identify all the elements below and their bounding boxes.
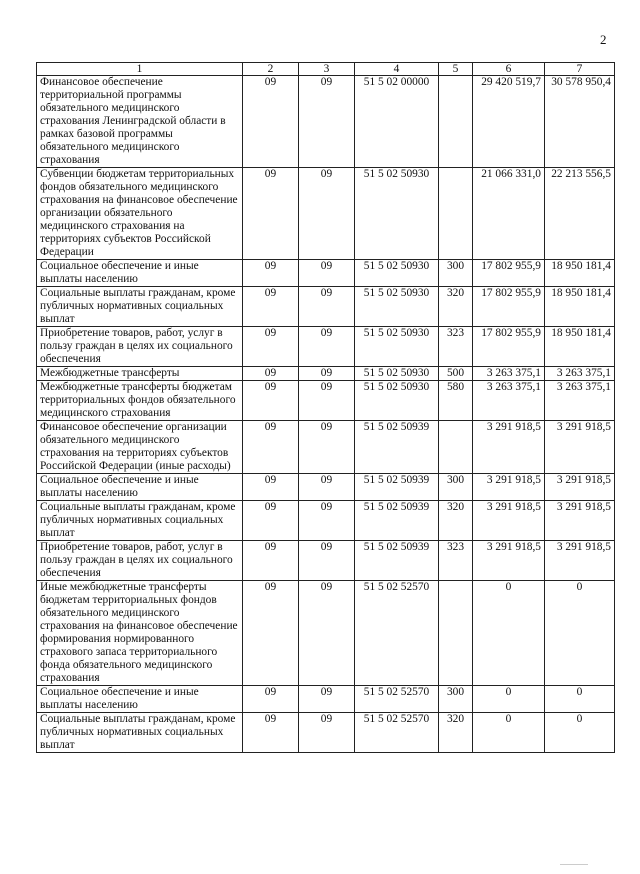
expense-type-cell: 320	[439, 713, 473, 753]
expense-type-cell	[439, 421, 473, 474]
column-header: 3	[299, 63, 355, 76]
budget-table	[36, 62, 615, 753]
target-article-cell: 51 5 02 50930	[355, 260, 439, 287]
section-code-cell: 09	[243, 168, 299, 260]
subsection-code-cell: 09	[299, 501, 355, 541]
section-code-cell: 09	[243, 287, 299, 327]
column-header: 6	[473, 63, 545, 76]
subsection-code-cell: 09	[299, 327, 355, 367]
target-article-cell: 51 5 02 00000	[355, 76, 439, 168]
section-code-cell: 09	[243, 367, 299, 381]
column-header: 7	[545, 63, 615, 76]
expense-type-cell	[439, 76, 473, 168]
target-article-cell: 51 5 02 52570	[355, 581, 439, 686]
target-article-cell: 51 5 02 50930	[355, 168, 439, 260]
row-name-cell: Социальные выплаты гражданам, кроме публичных нормативных социальных выплат	[37, 501, 243, 541]
row-name-cell: Социальное обеспечение и иные выплаты населению	[37, 474, 243, 501]
target-article-cell: 51 5 02 50930	[355, 381, 439, 421]
amount-year2-cell: 3 291 918,5	[545, 421, 615, 474]
amount-year2-cell: 18 950 181,4	[545, 327, 615, 367]
target-article-cell: 51 5 02 50930	[355, 327, 439, 367]
target-article-cell: 51 5 02 50939	[355, 541, 439, 581]
subsection-code-cell: 09	[299, 541, 355, 581]
section-code-cell: 09	[243, 76, 299, 168]
amount-year1-cell: 17 802 955,9	[473, 327, 545, 367]
expense-type-cell: 300	[439, 260, 473, 287]
subsection-code-cell: 09	[299, 421, 355, 474]
section-code-cell: 09	[243, 381, 299, 421]
subsection-code-cell: 09	[299, 168, 355, 260]
row-name-cell: Межбюджетные трансферты бюджетам территориальных фондов обязательного медицинского страхования	[37, 381, 243, 421]
table-row	[37, 168, 615, 260]
expense-type-cell: 320	[439, 501, 473, 541]
amount-year2-cell: 0	[545, 581, 615, 686]
target-article-cell: 51 5 02 50939	[355, 474, 439, 501]
amount-year1-cell: 0	[473, 713, 545, 753]
table-row	[37, 76, 615, 168]
column-header: 1	[37, 63, 243, 76]
expense-type-cell: 300	[439, 474, 473, 501]
expense-type-cell: 300	[439, 686, 473, 713]
row-name-cell: Социальное обеспечение и иные выплаты населению	[37, 260, 243, 287]
section-code-cell: 09	[243, 541, 299, 581]
table-row	[37, 474, 615, 501]
section-code-cell: 09	[243, 501, 299, 541]
column-header: 2	[243, 63, 299, 76]
amount-year2-cell: 3 263 375,1	[545, 381, 615, 421]
table-row	[37, 686, 615, 713]
table-row	[37, 327, 615, 367]
expense-type-cell	[439, 581, 473, 686]
target-article-cell: 51 5 02 50939	[355, 501, 439, 541]
subsection-code-cell: 09	[299, 474, 355, 501]
table-row	[37, 501, 615, 541]
table-row	[37, 713, 615, 753]
section-code-cell: 09	[243, 327, 299, 367]
table-row	[37, 421, 615, 474]
row-name-cell: Финансовое обеспечение организации обязательного медицинского страхования на территориях субъектов Российской Федерации (иные расходы)	[37, 421, 243, 474]
subsection-code-cell: 09	[299, 287, 355, 327]
row-name-cell: Межбюджетные трансферты	[37, 367, 243, 381]
section-code-cell: 09	[243, 581, 299, 686]
expense-type-cell: 500	[439, 367, 473, 381]
amount-year1-cell: 3 291 918,5	[473, 421, 545, 474]
amount-year2-cell: 3 291 918,5	[545, 501, 615, 541]
row-name-cell: Финансовое обеспечение территориальной программы обязательного медицинского страхования Ленинградской области в рамках базовой программы обязательного медицинского страхования	[37, 76, 243, 168]
subsection-code-cell: 09	[299, 260, 355, 287]
table-row	[37, 367, 615, 381]
target-article-cell: 51 5 02 50930	[355, 287, 439, 327]
amount-year1-cell: 21 066 331,0	[473, 168, 545, 260]
page-number: 2	[600, 32, 607, 47]
table-row	[37, 287, 615, 327]
amount-year1-cell: 29 420 519,7	[473, 76, 545, 168]
row-name-cell: Приобретение товаров, работ, услуг в пользу граждан в целях их социального обеспечения	[37, 327, 243, 367]
amount-year2-cell: 30 578 950,4	[545, 76, 615, 168]
amount-year1-cell: 17 802 955,9	[473, 260, 545, 287]
row-name-cell: Социальные выплаты гражданам, кроме публичных нормативных социальных выплат	[37, 287, 243, 327]
target-article-cell: 51 5 02 52570	[355, 686, 439, 713]
section-code-cell: 09	[243, 686, 299, 713]
amount-year2-cell: 18 950 181,4	[545, 260, 615, 287]
table-row	[37, 541, 615, 581]
section-code-cell: 09	[243, 713, 299, 753]
subsection-code-cell: 09	[299, 381, 355, 421]
table-row	[37, 260, 615, 287]
row-name-cell: Иные межбюджетные трансферты бюджетам территориальных фондов обязательного медицинского страхования на финансовое обеспечение формирования нормированного страхового запаса территориального фонда обязательного медицинского страхования	[37, 581, 243, 686]
target-article-cell: 51 5 02 50939	[355, 421, 439, 474]
amount-year1-cell: 3 263 375,1	[473, 367, 545, 381]
expense-type-cell: 320	[439, 287, 473, 327]
amount-year1-cell: 3 263 375,1	[473, 381, 545, 421]
subsection-code-cell: 09	[299, 713, 355, 753]
section-code-cell: 09	[243, 421, 299, 474]
expense-type-cell	[439, 168, 473, 260]
section-code-cell: 09	[243, 474, 299, 501]
row-name-cell: Социальное обеспечение и иные выплаты населению	[37, 686, 243, 713]
amount-year1-cell: 0	[473, 686, 545, 713]
row-name-cell: Социальные выплаты гражданам, кроме публичных нормативных социальных выплат	[37, 713, 243, 753]
amount-year1-cell: 3 291 918,5	[473, 501, 545, 541]
amount-year2-cell: 0	[545, 713, 615, 753]
expense-type-cell: 580	[439, 381, 473, 421]
amount-year1-cell: 3 291 918,5	[473, 474, 545, 501]
row-name-cell: Приобретение товаров, работ, услуг в пользу граждан в целях их социального обеспечения	[37, 541, 243, 581]
subsection-code-cell: 09	[299, 581, 355, 686]
amount-year1-cell: 17 802 955,9	[473, 287, 545, 327]
scan-mark	[560, 864, 588, 865]
target-article-cell: 51 5 02 50930	[355, 367, 439, 381]
subsection-code-cell: 09	[299, 686, 355, 713]
column-header: 4	[355, 63, 439, 76]
target-article-cell: 51 5 02 52570	[355, 713, 439, 753]
table-row	[37, 581, 615, 686]
expense-type-cell: 323	[439, 327, 473, 367]
table-header-row	[37, 63, 615, 76]
amount-year1-cell: 0	[473, 581, 545, 686]
amount-year2-cell: 18 950 181,4	[545, 287, 615, 327]
table-row	[37, 381, 615, 421]
column-header: 5	[439, 63, 473, 76]
row-name-cell: Субвенции бюджетам территориальных фондов обязательного медицинского страхования на финансовое обеспечение организации обязательного медицинского страхования на территориях субъектов Российской Федерации	[37, 168, 243, 260]
subsection-code-cell: 09	[299, 367, 355, 381]
amount-year1-cell: 3 291 918,5	[473, 541, 545, 581]
amount-year2-cell: 3 291 918,5	[545, 474, 615, 501]
amount-year2-cell: 22 213 556,5	[545, 168, 615, 260]
amount-year2-cell: 3 291 918,5	[545, 541, 615, 581]
expense-type-cell: 323	[439, 541, 473, 581]
amount-year2-cell: 0	[545, 686, 615, 713]
section-code-cell: 09	[243, 260, 299, 287]
subsection-code-cell: 09	[299, 76, 355, 168]
amount-year2-cell: 3 263 375,1	[545, 367, 615, 381]
